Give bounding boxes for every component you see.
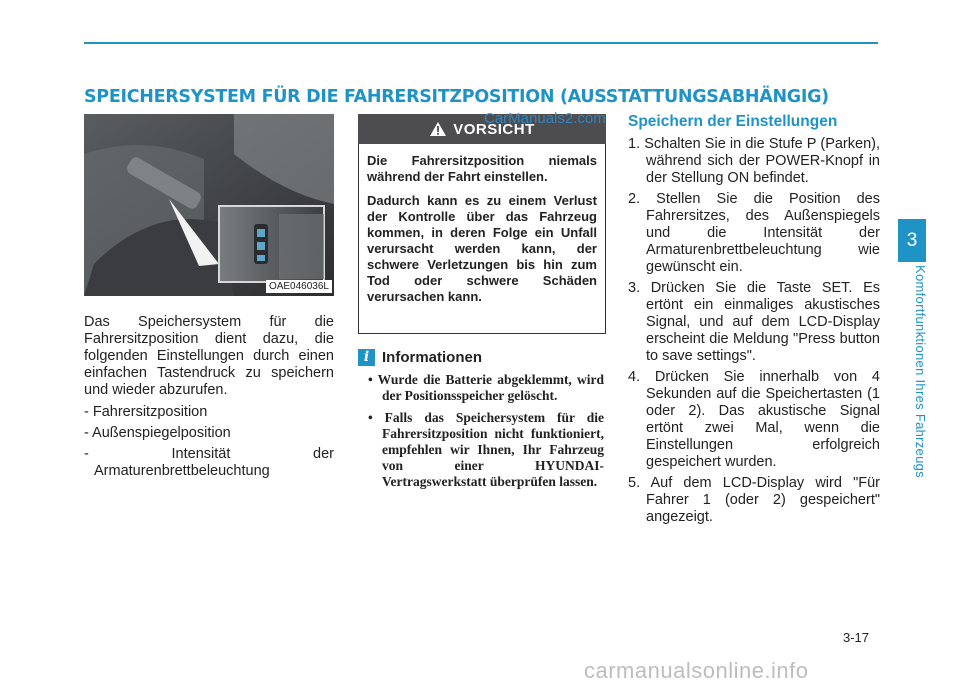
step-item: 2. Stellen Sie die Position des Fahrersitzes, des Außenspiegels und die Intensität der Armaturenbrettbeleuchtung wie gewünscht ein.	[628, 191, 880, 275]
door-panel-photo	[84, 114, 334, 296]
step-item: 3. Drücken Sie die Taste SET. Es ertönt ein einmaliges akustisches Signal, und auf dem LCD-Display erscheint die Meldung "Press button to save settings".	[628, 280, 880, 364]
step-item: 4. Drücken Sie innerhalb von 4 Sekunden auf die Speichertasten (1 oder 2). Das akustische Signal ertönt zwei Mal, wenn die Einstellungen erfolgreich gespeichert wurden.	[628, 369, 880, 470]
warning-paragraph: Die Fahrersitzposition niemals während der Fahrt einstellen.	[367, 153, 597, 184]
list-item: - Fahrersitzposition	[84, 404, 208, 420]
storing-title: Speichern der Einstellungen	[628, 113, 838, 130]
warning-body	[367, 153, 597, 313]
watermark-top: CarManuals2.com	[484, 110, 606, 127]
storing-steps	[628, 136, 880, 530]
stored-settings-list	[84, 404, 334, 480]
warning-label: VORSICHT	[453, 120, 535, 138]
step-item: 5. Auf dem LCD-Display wird "Für Fahrer 1 (oder 2) gespeichert" angezeigt.	[628, 475, 880, 525]
intro-column	[84, 314, 334, 480]
warning-triangle-icon	[429, 121, 447, 137]
list-item: - Außenspiegelposition	[84, 425, 231, 441]
info-item: • Falls das Speichersystem für die Fahrersitzposition nicht funktioniert, empfehlen wir Ihnen, Ihr Fahrzeug von einer HYUNDAI-Vertragswerkstatt überprüfen lassen.	[368, 410, 604, 489]
info-icon: i	[358, 349, 375, 366]
chapter-tab[interactable]: 3	[898, 219, 926, 262]
footer-watermark: carmanualsonline.info	[584, 658, 809, 683]
section-title: SPEICHERSYSTEM FÜR DIE FAHRERSITZPOSITION (AUSSTATTUNGSABHÄNGIG)	[84, 87, 829, 107]
info-list	[368, 372, 604, 496]
info-title: Informationen	[382, 349, 482, 366]
header-rule	[84, 42, 878, 44]
list-item: - Intensität der Armaturenbrettbeleuchtung	[84, 446, 334, 479]
info-item: • Wurde die Batterie abgeklemmt, wird der Positionsspeicher gelöscht.	[368, 372, 604, 403]
chapter-title: Komfortfunktionen Ihres Fahrzeugs	[913, 265, 928, 478]
door-panel-illustration	[84, 114, 334, 296]
intro-paragraph: Das Speichersystem für die Fahrersitzposition dient dazu, die folgenden Einstellungen durch einen einfachen Tastendruck zu speichern und wieder abzurufen.	[84, 314, 334, 398]
warning-paragraph: Dadurch kann es zu einem Verlust der Kontrolle über das Fahrzeug kommen, in deren Folge ein Unfall verursacht werden kann, der schwere Verletzungen bis hin zum Tod oder schwere Schäden verursachen kann.	[367, 193, 597, 304]
page-number: 3-17	[843, 630, 870, 645]
image-code: OAE046036L	[266, 280, 332, 293]
step-item: 1. Schalten Sie in die Stufe P (Parken), während sich der POWER-Knopf in der Stellung ON befindet.	[628, 136, 880, 186]
